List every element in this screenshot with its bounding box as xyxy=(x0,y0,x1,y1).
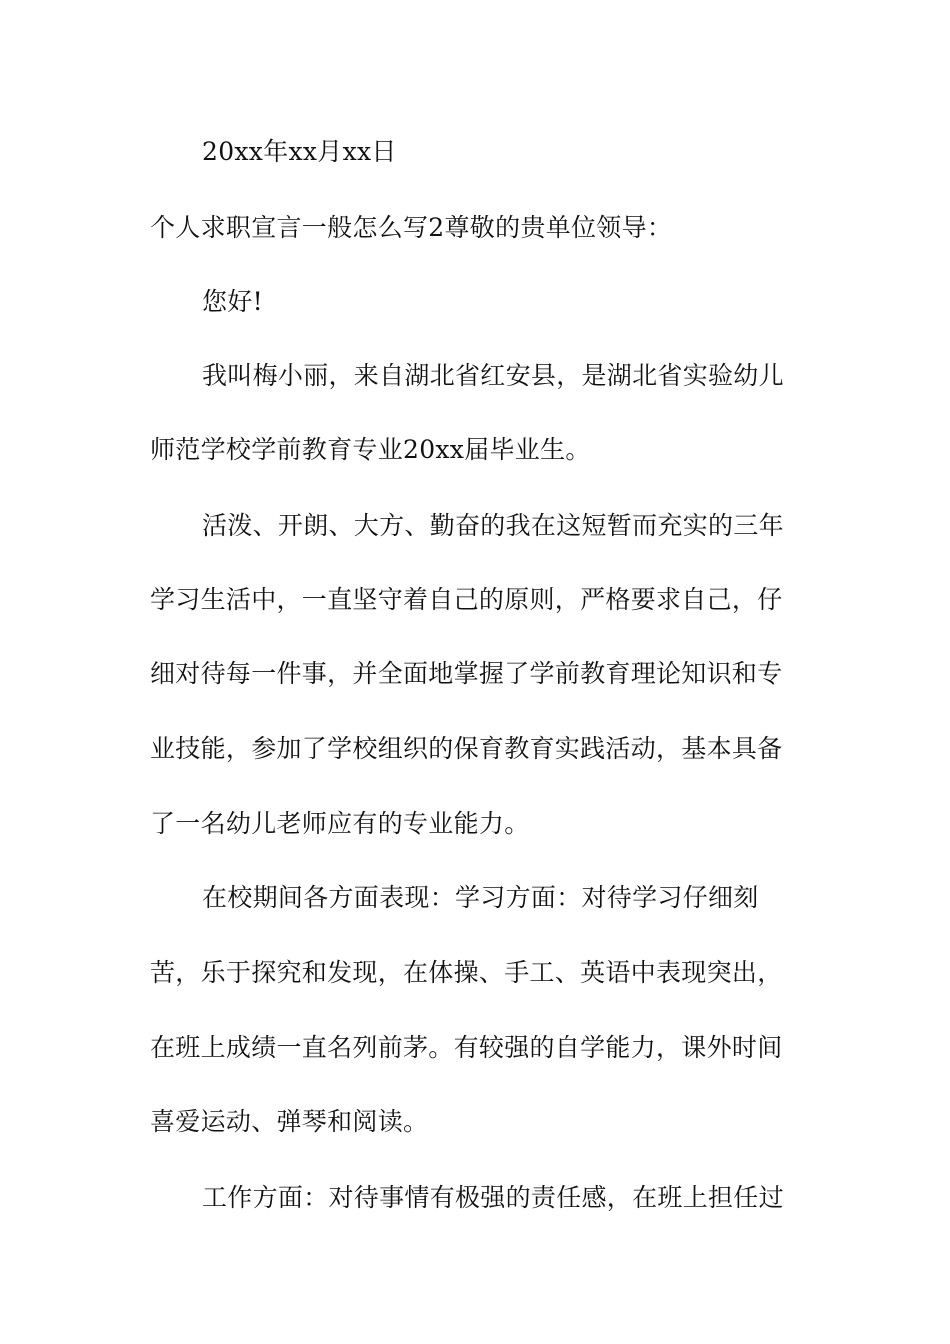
paragraph-line: 工作方面：对待事情有极强的责任感，在班上担任过 xyxy=(202,1183,784,1212)
paragraph-line: 活泼、开朗、大方、勤奋的我在这短暂而充实的三年 xyxy=(202,511,784,540)
paragraph-line: 喜爱运动、弹琴和阅读。 xyxy=(150,1107,429,1136)
paragraph-line: 了一名幼儿老师应有的专业能力。 xyxy=(150,809,530,838)
date-line: 20xx年xx月xx日 xyxy=(202,137,397,166)
paragraph-line: 师范学校学前教育专业20xx届毕业生。 xyxy=(150,435,591,464)
greeting-line: 您好! xyxy=(202,287,263,316)
paragraph-line: 我叫梅小丽，来自湖北省红安县，是湖北省实验幼儿 xyxy=(202,361,784,390)
salutation-line: 个人求职宣言一般怎么写2尊敬的贵单位领导： xyxy=(150,213,673,242)
paragraph-line: 业技能，参加了学校组织的保育教育实践活动，基本具备 xyxy=(150,734,783,763)
paragraph-line: 学习生活中，一直坚守着自己的原则，严格要求自己，仔 xyxy=(150,585,783,614)
paragraph-line: 细对待每一件事，并全面地掌握了学前教育理论知识和专 xyxy=(150,659,783,688)
paragraph-line: 在班上成绩一直名列前茅。有较强的自学能力，课外时间 xyxy=(150,1033,783,1062)
paragraph-line: 苦，乐于探究和发现，在体操、手工、英语中表现突出， xyxy=(150,958,783,987)
paragraph-line: 在校期间各方面表现：学习方面：对待学习仔细刻 xyxy=(202,883,759,912)
